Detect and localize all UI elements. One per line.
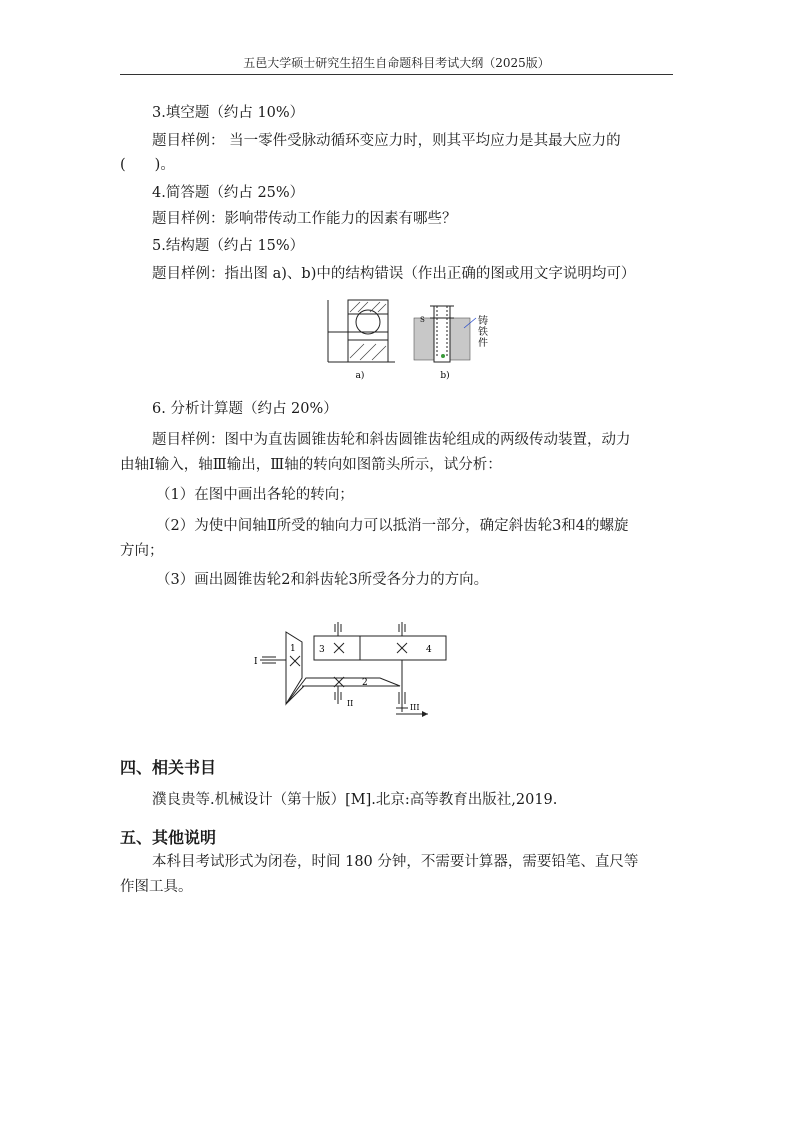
shaft-III-label: III (410, 703, 420, 712)
analysis-q2-line2: 方向； (120, 543, 164, 559)
figure-b-label: b) (440, 371, 450, 381)
other-line2: 作图工具。 (120, 879, 193, 895)
structure-heading: 5.结构题（约占 15%） (152, 238, 305, 254)
structure-figure (320, 292, 500, 384)
analysis-example-line2: 由轴Ⅰ输入，轴Ⅲ输出，Ⅲ轴的转向如图箭头所示，试分析： (120, 457, 502, 473)
gear-3-label: 3 (319, 645, 325, 655)
analysis-example-line1: 题目样例：图中为直齿圆锥齿轮和斜齿圆锥齿轮组成的两级传动装置，动力 (152, 432, 631, 448)
analysis-q2-line1: （2）为使中间轴Ⅱ所受的轴向力可以抵消一部分，确定斜齿轮3和4的螺旋 (156, 518, 629, 534)
fill-blank-example-line2: ( )。 (120, 157, 175, 173)
short-answer-example: 题目样例：影响带传动工作能力的因素有哪些？ (152, 211, 457, 227)
s-label: S (420, 316, 425, 324)
figure-a-label: a) (355, 371, 365, 381)
fill-blank-example-line1: 题目样例： 当一零件受脉动循环变应力时，则其平均应力是其最大应力的 (152, 133, 621, 149)
shaft-II-label: II (347, 699, 354, 708)
bearing-figure-a (328, 300, 395, 362)
header-divider (120, 74, 673, 75)
cast-iron-label-3: 件 (478, 338, 488, 349)
cast-iron-label-2: 铁 (478, 327, 488, 338)
gear-2-label: 2 (362, 678, 368, 688)
bolt-figure-b (414, 306, 476, 362)
structure-example: 题目样例：指出图 a)、b)中的结构错误（作出正确的图或用文字说明均可） (152, 266, 636, 282)
gear-transmission-diagram (250, 616, 470, 718)
page-header: 五邑大学硕士研究生招生自命题科目考试大纲（2025版） (243, 56, 550, 70)
other-heading: 五、其他说明 (120, 828, 217, 847)
analysis-q3: （3）画出圆锥齿轮2和斜齿轮3所受各分力的方向。 (156, 572, 489, 588)
other-line1: 本科目考试形式为闭卷，时间 180 分钟，不需要计算器，需要铅笔、直尺等 (152, 854, 639, 870)
analysis-q1: （1）在图中画出各轮的转向； (156, 487, 354, 503)
books-heading: 四、相关书目 (120, 758, 217, 777)
analysis-heading: 6. 分析计算题（约占 20%） (152, 401, 338, 417)
short-answer-heading: 4.简答题（约占 25%） (152, 185, 305, 201)
books-item: 濮良贵等.机械设计（第十版）[M].北京:高等教育出版社,2019. (152, 792, 558, 808)
fill-blank-heading: 3.填空题（约占 10%） (152, 105, 305, 121)
shaft-I-label: I (254, 657, 258, 667)
gear-1-label: 1 (290, 644, 296, 654)
cast-iron-label-1: 铸 (478, 316, 488, 327)
gear-4-label: 4 (426, 645, 432, 655)
